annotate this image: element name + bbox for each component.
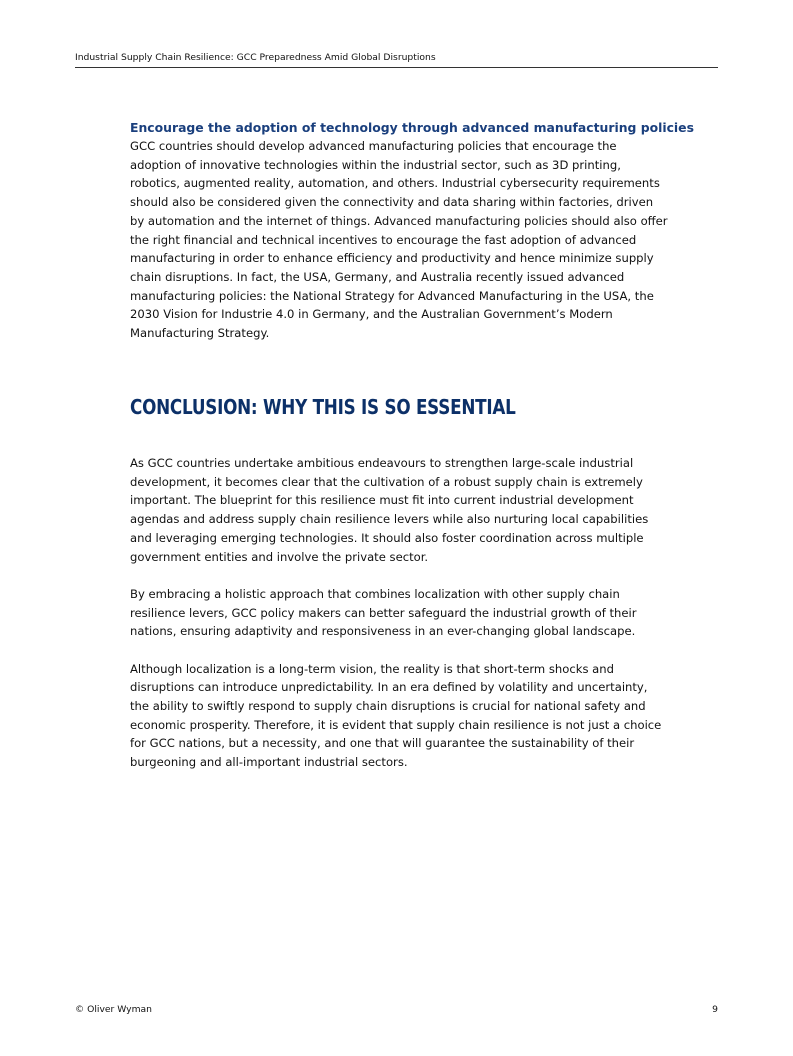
- conclusion-paragraph: By embracing a holistic approach that combines localization with other supply chain resilience levers, GCC policy makers can better safeguard the industrial growth of their nations, ensuring adaptivity and responsiveness in an ever-changing global landscape.: [130, 586, 637, 639]
- conclusion-title: CONCLUSION: WHY THIS IS SO ESSENTIAL: [130, 395, 516, 419]
- page-content: [130, 119, 694, 770]
- page-number: 9: [712, 1004, 718, 1015]
- document-title: Industrial Supply Chain Resilience: GCC Preparedness Amid Global Disruptions: [75, 52, 436, 63]
- technology-paragraph: GCC countries should develop advanced manufacturing policies that encourage the adoption of innovative technologies within the industrial sector, such as 3D printing, robotics, augmented reality, automation, and others. Industrial cybersecurity requirements should also be considered given the connectivity and data sharing within factories, driven by automation and the internet of things. Advanced manufacturing policies should also offer the right financial and technical incentives to encourage the fast adoption of advanced manufacturing in order to enhance efficiency and productivity and hence minimize supply chain disruptions. In fact, the USA, Germany, and Australia recently issued advanced manufacturing policies: the National Strategy for Advanced Manufacturing in the USA, the 2030 Vision for Industrie 4.0 in Germany, and the Australian Government’s Modern Manufacturing Strategy.: [130, 139, 668, 341]
- conclusion-paragraph: Although localization is a long-term vision, the reality is that short-term shocks and disruptions can introduce unpredictability. In an era defined by volatility and uncertainty, the ability to swiftly respond to supply chain disruptions is crucial for national safety and economic prosperity. Therefore, it is evident that supply chain resilience is not just a choice for GCC nations, but a necessity, and one that will guarantee the sustainability of their burgeoning and all-important industrial sectors.: [130, 661, 662, 770]
- conclusion-section: [130, 454, 670, 790]
- technology-subheading: Encourage the adoption of technology through advanced manufacturing policies: [130, 120, 694, 135]
- running-header: [75, 52, 718, 68]
- conclusion-paragraph: As GCC countries undertake ambitious endeavours to strengthen large-scale industrial development, it becomes clear that the cultivation of a robust supply chain is extremely important. The blueprint for this resilience must fit into current industrial development agendas and address supply chain resilience levers while also nurturing local capabilities and leveraging emerging technologies. It should also foster coordination across multiple government entities and involve the private sector.: [130, 456, 649, 564]
- footer-copyright: © Oliver Wyman: [75, 1004, 152, 1015]
- technology-section: [130, 119, 694, 343]
